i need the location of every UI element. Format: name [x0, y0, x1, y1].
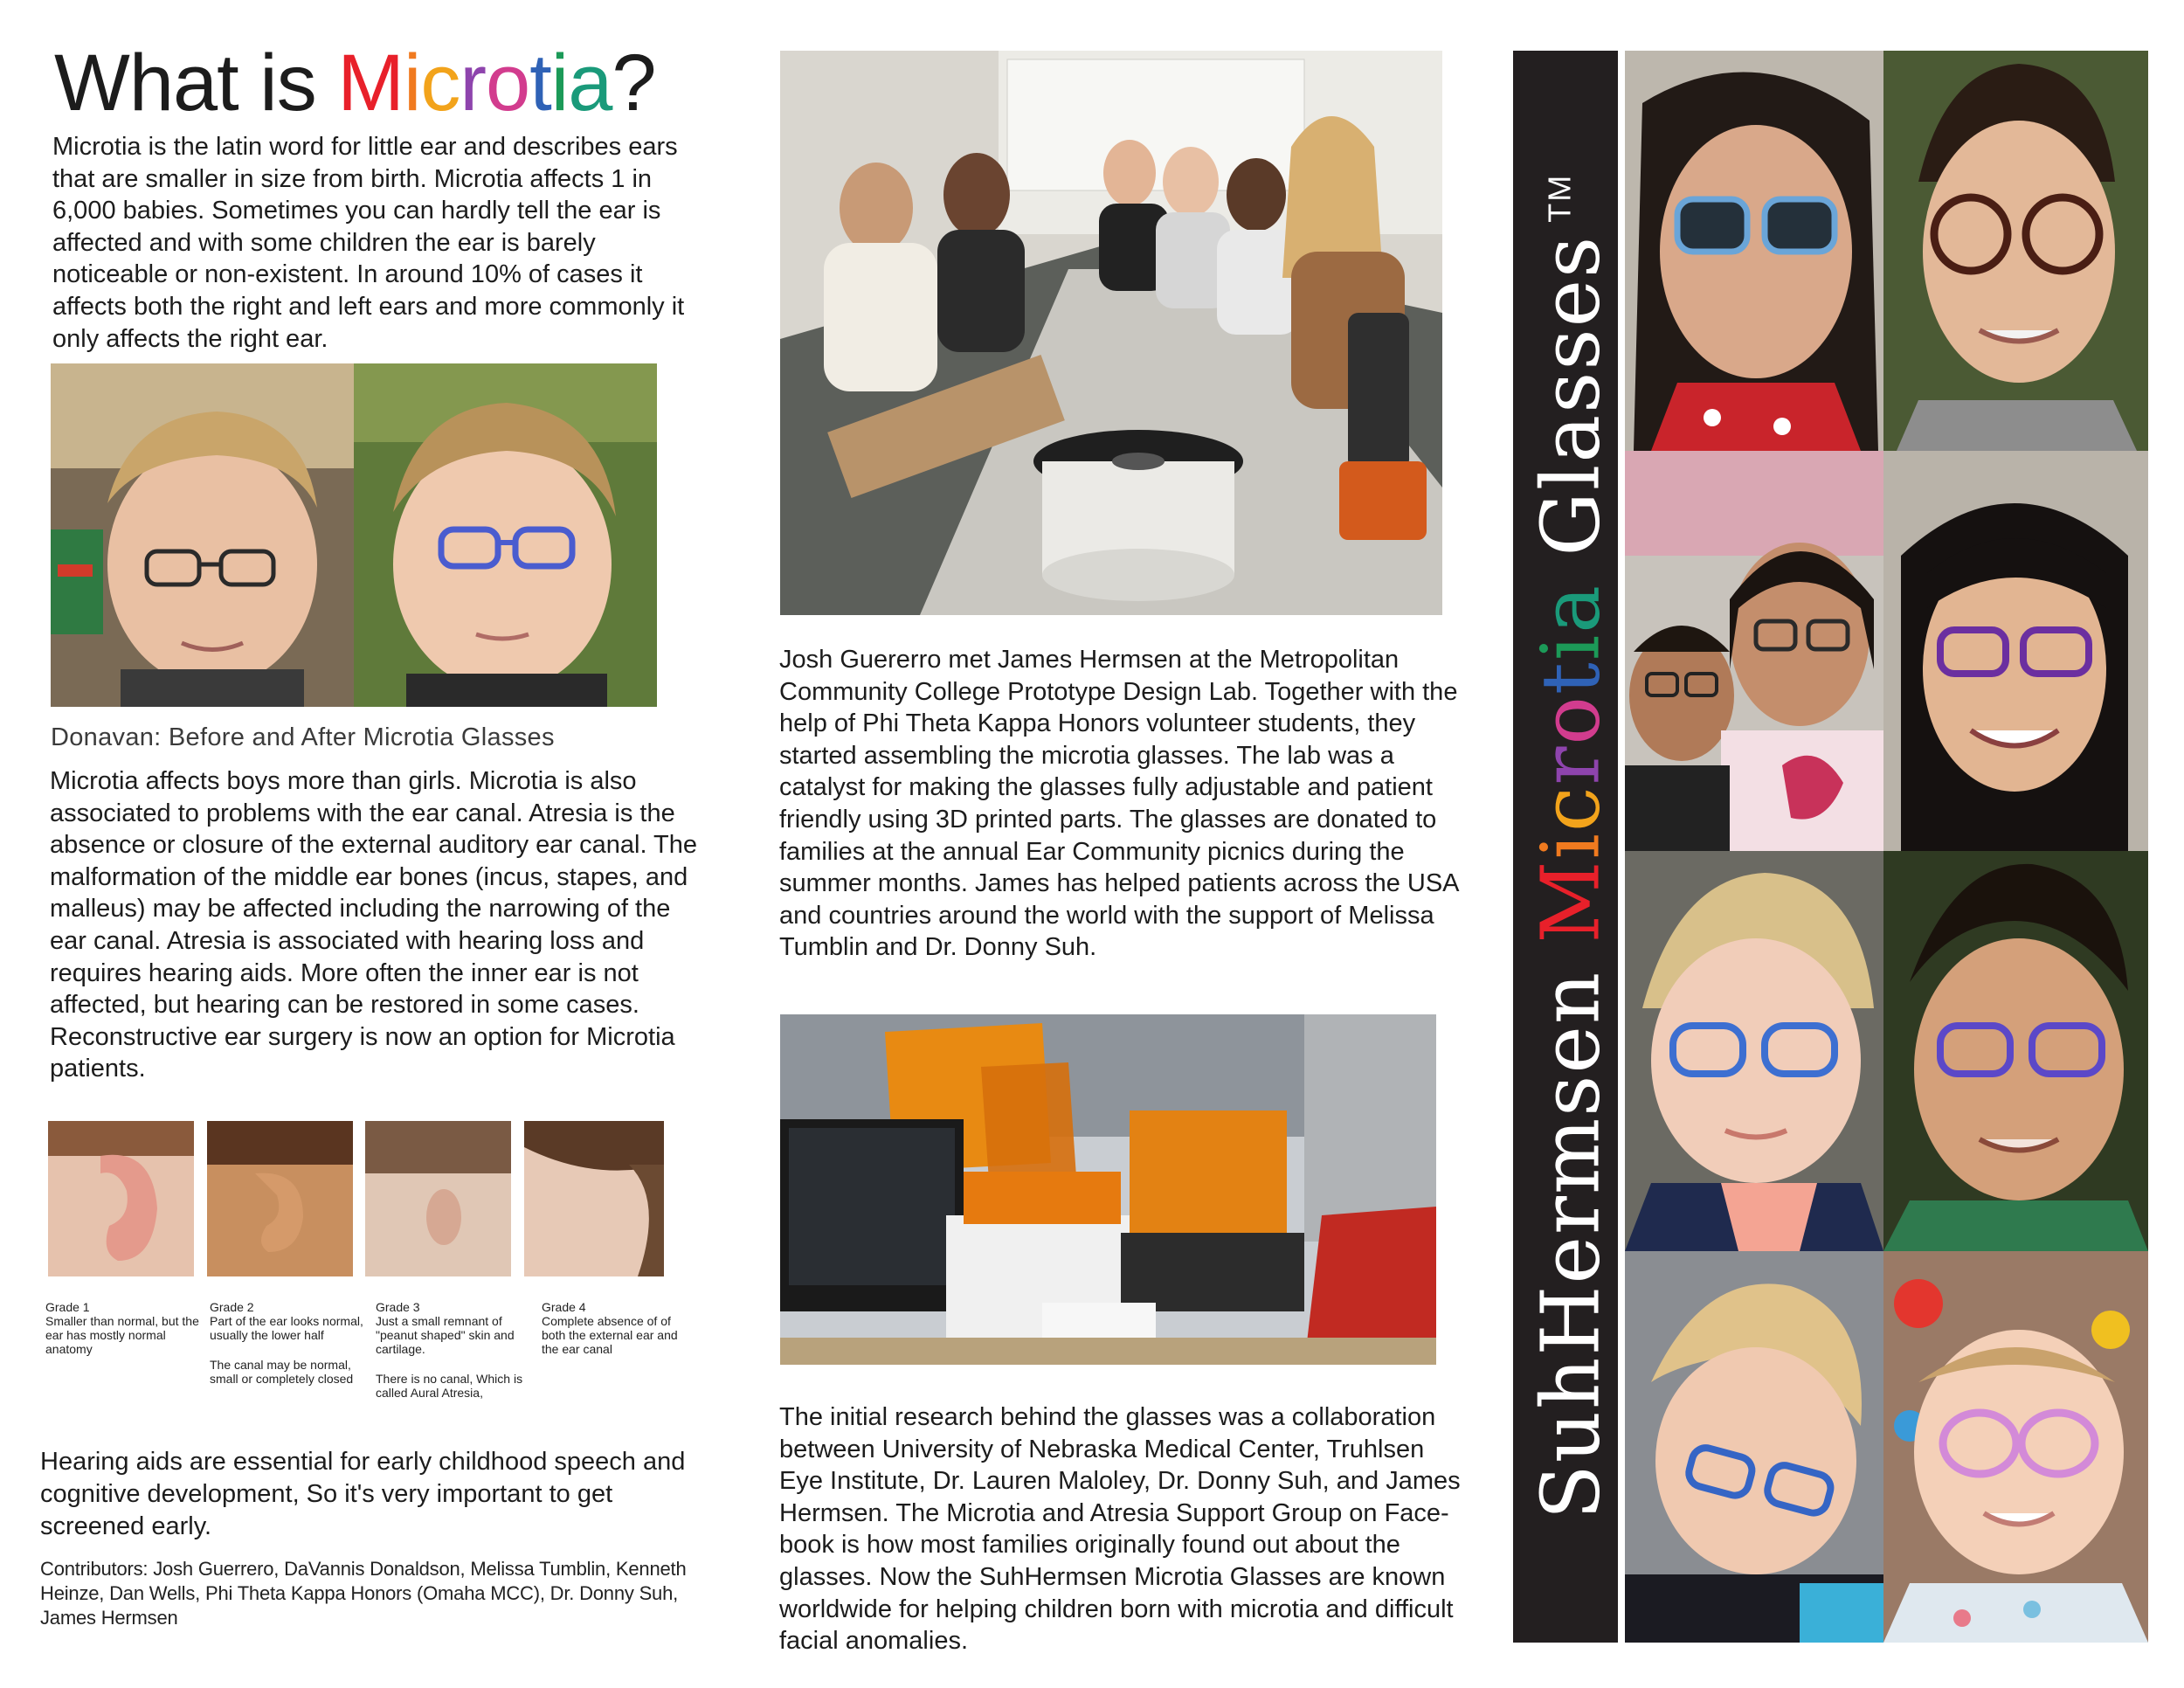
lab-paragraph: Josh Guererro met James Hermsen at the Metropolitan Community College Prototype Design Lab. Together with the help of Phi Theta Kappa Honors volunteer students, they started assembling the microtia glasses. The lab was a catalyst for making the glasses fully adjustable and patient friendly using 3D printed parts. The glasses are donated to families at the annual Ear Community picnics during the summer months. James has helped patients across the USA and countries around the world with the support of Melissa Tumblin and Dr. Donny Suh. — [779, 646, 1458, 962]
grade-1-title: Grade 1 — [45, 1300, 90, 1314]
grade-3-ear-photo — [365, 1121, 511, 1276]
title-microtia-letter: i — [550, 38, 569, 128]
title-microtia-letter: r — [460, 38, 487, 128]
grade-2-desc: Part of the ear looks normal, usually the lower half — [210, 1314, 363, 1342]
grade-4-ear-photo — [524, 1121, 664, 1276]
brand-banner-text — [1517, 173, 1618, 1520]
page-title — [54, 35, 656, 131]
hearing-aids-paragraph: Hearing aids are essential for early childhood speech and cognitive development, So it's very important to get screened early. — [40, 1448, 686, 1540]
atresia-paragraph: Microtia affects boys more than girls. Microtia is also associated to problems with the ear canal. Atresia is the absence or closure of the external auditory ear canal. The malformation of the middle ear bones (incus, stapes, and malleus) may be affected including the narrowing of the ear canal. Atresia is associated with hearing loss and requires hearing aids. More often the inner ear is not affected, but hearing can be restored in some cases. Reconstructive ear surgery is now an option for Microtia patients. — [50, 767, 698, 1083]
grade-2-ear-photo — [207, 1121, 353, 1276]
child-photo-6 — [1883, 851, 2148, 1251]
title-microtia-letter: a — [568, 38, 612, 128]
grade-3-desc: Just a small remnant of "peanut shaped" skin and cartilage. — [376, 1314, 515, 1356]
child-photo-8 — [1883, 1251, 2148, 1643]
banner-microtia-letter: o — [1524, 695, 1618, 745]
banner-tail: Glasses — [1524, 234, 1618, 584]
research-paragraph: The initial research behind the glasses was a collaboration between University of Nebraska Medical Center, Truhlsen Eye Institute, Dr. Lauren Maloley, Dr. Donny Suh, and James Hermsen. The Microtia and Atresia Support Group on Face-book is how most families originally found out about the glasses. Now the SuhHermsen Microtia Glasses are known worldwide for helping children born with microtia and difficult facial anomalies. — [779, 1403, 1461, 1656]
grade-1-desc: Smaller than normal, but the ear has mostly normal anatomy — [45, 1314, 199, 1356]
banner-brand: SuhHermsen — [1524, 943, 1618, 1520]
title-microtia-letter: M — [337, 38, 404, 128]
title-word-microtia — [337, 38, 612, 128]
banner-microtia-letter: i — [1524, 633, 1618, 661]
grade-3-caption — [376, 1300, 531, 1400]
child-photo-3 — [1625, 451, 1883, 851]
grade-3-title: Grade 3 — [376, 1300, 420, 1314]
child-photo-2 — [1883, 51, 2148, 451]
title-microtia-letter: c — [420, 38, 460, 128]
grade-1-caption — [45, 1300, 201, 1356]
banner-word-microtia — [1524, 584, 1617, 944]
banner-microtia-letter: t — [1524, 661, 1618, 695]
intro-paragraph: Microtia is the latin word for little ear and describes ears that are smaller in size from birth. Microtia affects 1 in 6,000 babies. Sometimes you can hardly tell the ear is affected and with some children the ear is barely noticeable or non-existent. In around 10% of cases it affects both the right and left ears and more commonly it only affects the right ear. — [52, 133, 685, 353]
donovan-before-photo — [51, 363, 354, 707]
trademark-mark: TM — [1541, 173, 1578, 223]
banner-microtia-letter: c — [1524, 785, 1618, 833]
banner-microtia-letter: M — [1524, 859, 1618, 944]
child-photo-4 — [1883, 451, 2148, 851]
banner-microtia-letter: r — [1524, 744, 1618, 785]
child-photo-7 — [1625, 1251, 1883, 1643]
title-suffix: ? — [612, 38, 656, 128]
title-microtia-letter: t — [529, 38, 551, 128]
brand-banner — [1513, 51, 1618, 1643]
grade-4-caption — [542, 1300, 697, 1356]
title-microtia-letter: i — [403, 38, 421, 128]
child-photo-1 — [1625, 51, 1883, 451]
child-photo-5 — [1625, 851, 1883, 1251]
title-prefix: What is — [54, 38, 338, 128]
grade-3-note: There is no canal, Which is called Aural Atresia, — [376, 1372, 523, 1400]
grade-4-desc: Complete absence of of both the external ear and the ear canal — [542, 1314, 678, 1356]
3d-printer-photo — [780, 1014, 1436, 1365]
grade-1-ear-photo — [48, 1121, 194, 1276]
donovan-after-photo — [354, 363, 657, 707]
grade-4-title: Grade 4 — [542, 1300, 586, 1314]
banner-microtia-letter: a — [1524, 583, 1618, 633]
grade-2-title: Grade 2 — [210, 1300, 254, 1314]
donovan-caption: Donavan: Before and After Microtia Glasses — [51, 723, 555, 751]
grade-2-caption — [210, 1300, 365, 1386]
grade-2-note: The canal may be normal, small or completely closed — [210, 1358, 354, 1386]
contributors-text: Contributors: Josh Guerrero, DaVannis Donaldson, Melissa Tumblin, Kenneth Heinze, Dan Wells, Phi Theta Kappa Honors (Omaha MCC), Dr. Donny Suh, James Hermsen — [40, 1558, 687, 1629]
banner-microtia-letter: i — [1524, 832, 1618, 860]
title-microtia-letter: o — [486, 38, 530, 128]
lab-volunteers-photo — [780, 51, 1442, 615]
